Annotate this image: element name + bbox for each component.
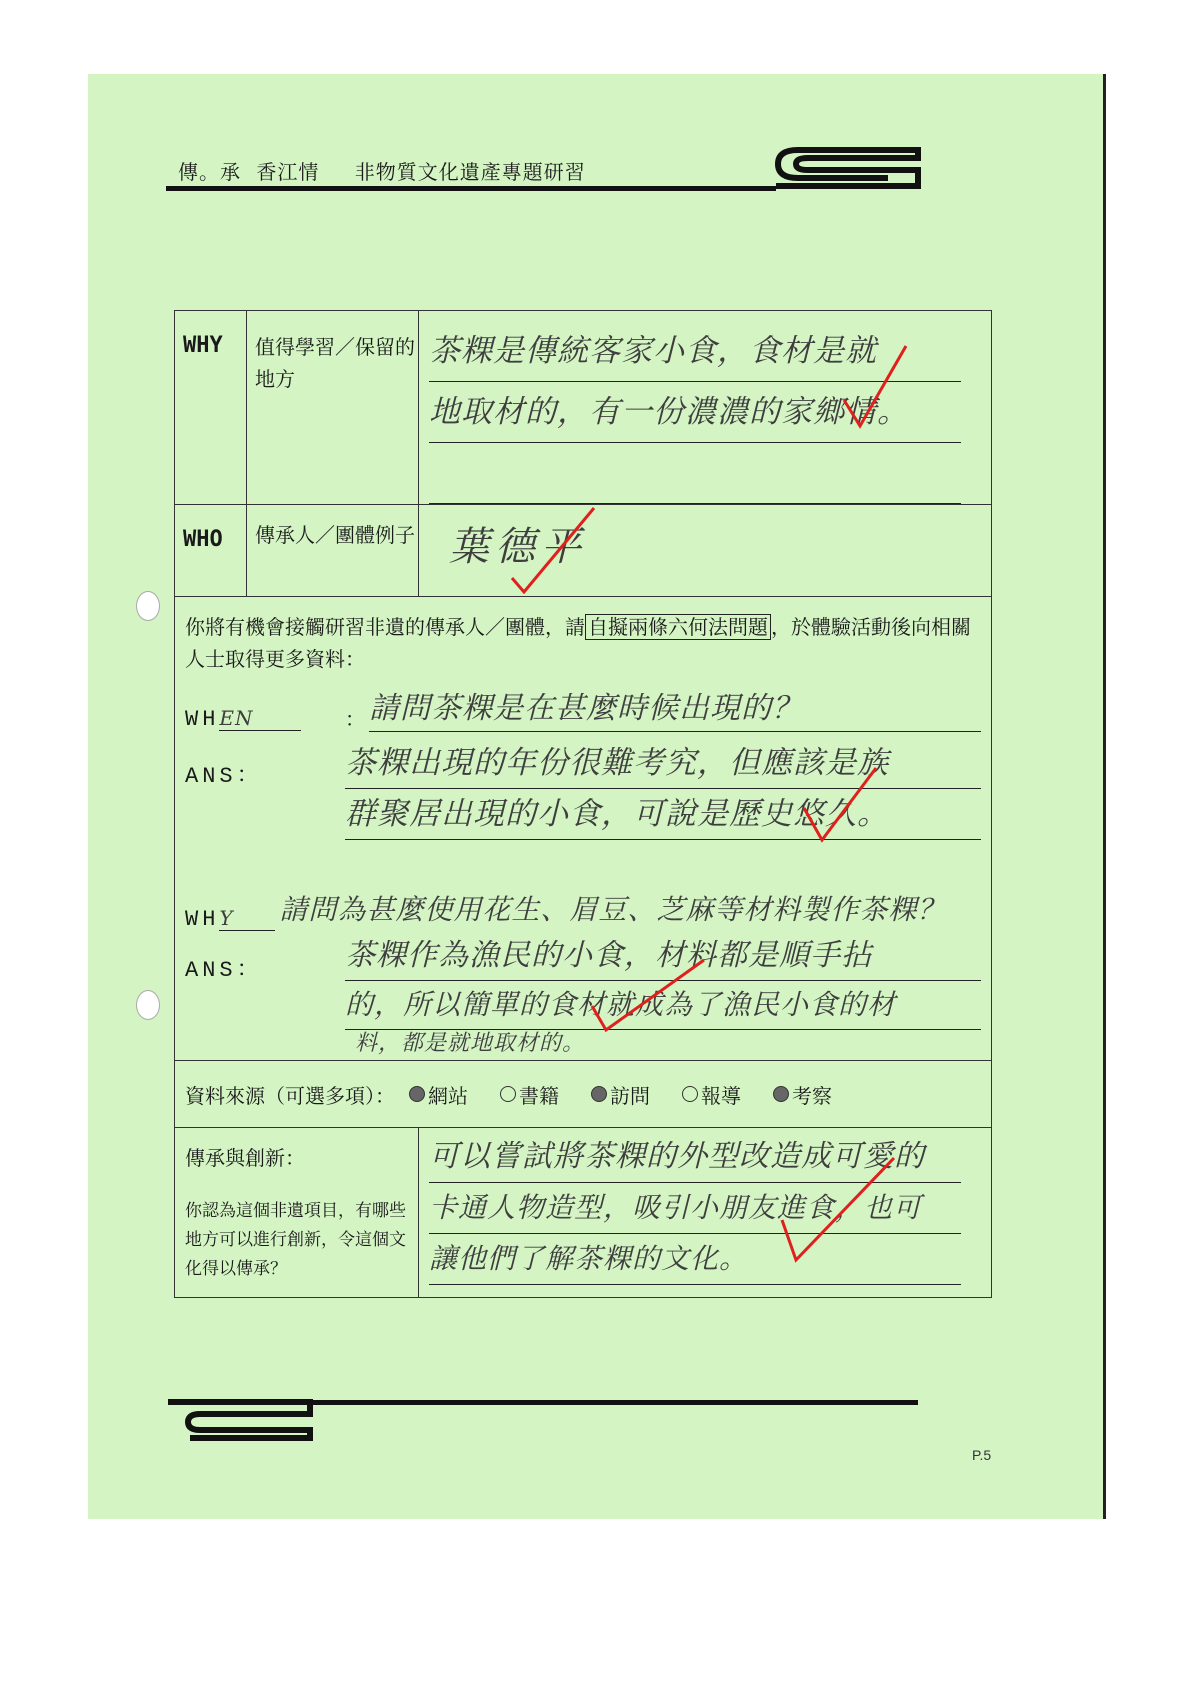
q2-label: [185, 906, 275, 932]
why-answer-line-1: 茶粿是傳統客家小食，食材是就: [429, 321, 961, 382]
sources-row: [175, 1061, 992, 1128]
binder-hole-bottom: [136, 990, 160, 1020]
check-mark-why: [840, 342, 910, 432]
page-number: P.5: [972, 1447, 992, 1463]
source-option-field-visit[interactable]: [773, 1080, 832, 1109]
q2-question: 請問為甚麼使用花生、眉豆、芝麻等材料製作茶粿？: [279, 893, 947, 926]
source-option-website[interactable]: [409, 1080, 468, 1109]
q2-answer-line-1: 茶粿作為漁民的小食，材料都是順手拈: [345, 932, 981, 981]
footer-rule: [308, 1400, 918, 1405]
header-title-part3: 非物質文化遺產專題研習: [354, 160, 586, 184]
q1-ans-label: ANS：: [185, 764, 263, 789]
why-answer-line-2: 地取材的，有一份濃濃的家鄉情。: [429, 382, 961, 443]
source-option-interview[interactable]: [591, 1080, 650, 1109]
radio-dot-icon: [682, 1086, 698, 1102]
why-label: WHY: [175, 311, 247, 505]
q2-row: [185, 888, 991, 932]
innovation-description: 你認為這個非遺項目，有哪些地方可以進行創新，令這個文化得以傳承？: [185, 1201, 406, 1279]
source-option-books[interactable]: [500, 1080, 559, 1109]
who-answer: 葉德平: [449, 524, 587, 570]
header-title-part1: 傳。承: [178, 160, 241, 184]
q2-blank: Y: [219, 906, 275, 931]
source-option-label: 網站: [428, 1083, 468, 1108]
q1-answer-line-1: 茶粿出現的年份很難考究，但應該是族: [345, 738, 981, 789]
innovation-prompt: [175, 1128, 419, 1298]
sources-label: 資料來源（可選多項）：: [185, 1083, 395, 1108]
q1-row: [185, 687, 991, 732]
why-description: 值得學習／保留的地方: [247, 311, 419, 505]
header-title-part2: 香江情: [256, 160, 320, 184]
q1-colon: ：: [345, 707, 365, 731]
why-answer-line-3: [429, 443, 961, 504]
source-option-label: 報導: [701, 1083, 741, 1108]
radio-dot-icon: [773, 1086, 789, 1102]
radio-dot-icon: [591, 1086, 607, 1102]
footer-scroll-ornament: [160, 1394, 316, 1446]
source-option-label: 訪問: [610, 1083, 650, 1108]
worksheet-page: [88, 74, 1106, 1519]
check-mark-innovation: [778, 1154, 898, 1264]
q1-prefix: WH: [185, 707, 220, 732]
source-option-reports[interactable]: [682, 1080, 741, 1109]
header-rule: [166, 186, 776, 191]
q2-answer-line-2: 的，所以簡單的食材就成為了漁民小食的材: [345, 981, 981, 1030]
source-option-label: 書籍: [519, 1083, 559, 1108]
q1-blank: EN: [219, 706, 301, 731]
check-mark-who: [508, 504, 598, 594]
questions-instructions: [175, 597, 991, 675]
q1-question: 請問茶粿是在甚麼時候出現的？: [369, 687, 981, 732]
binder-hole-top: [136, 591, 160, 621]
q1-answer-line-2: 群聚居出現的小食，可說是歷史悠久。: [345, 789, 981, 840]
innovation-label: 傳承與創新：: [185, 1146, 305, 1170]
source-option-label: 考察: [792, 1083, 832, 1108]
page-header: [178, 156, 586, 185]
innovation-answer-line-3: 讓他們了解茶粿的文化。: [429, 1234, 961, 1285]
innovation-answer-area: [419, 1128, 992, 1298]
innovation-answer-line-1: 可以嘗試將茶粿的外型改造成可愛的: [429, 1132, 961, 1183]
check-mark-q2: [588, 956, 708, 1036]
who-answer-area: [419, 505, 992, 597]
radio-dot-icon: [500, 1086, 516, 1102]
q2-ans-label: ANS：: [185, 958, 263, 983]
instructions-boxed: 自擬兩條六何法問題: [585, 614, 771, 640]
q2-answer-line-3: 料，都是就地取材的。: [355, 1031, 586, 1056]
check-mark-q1: [800, 764, 880, 844]
innovation-answer-line-2: 卡通人物造型，吸引小朋友進食，也可: [429, 1183, 961, 1234]
q1-label: [185, 706, 345, 732]
instructions-part1: 你將有機會接觸研習非遺的傳承人／團體，請: [185, 615, 585, 639]
who-description: 傳承人／團體例子: [247, 505, 419, 597]
q2-prefix: WH: [185, 907, 220, 932]
radio-dot-icon: [409, 1086, 425, 1102]
who-label: WHO: [175, 505, 247, 597]
instructions-part2: ，於體驗活動後向相關人士取得更多資料：: [185, 615, 971, 671]
header-scroll-ornament: [768, 142, 924, 194]
